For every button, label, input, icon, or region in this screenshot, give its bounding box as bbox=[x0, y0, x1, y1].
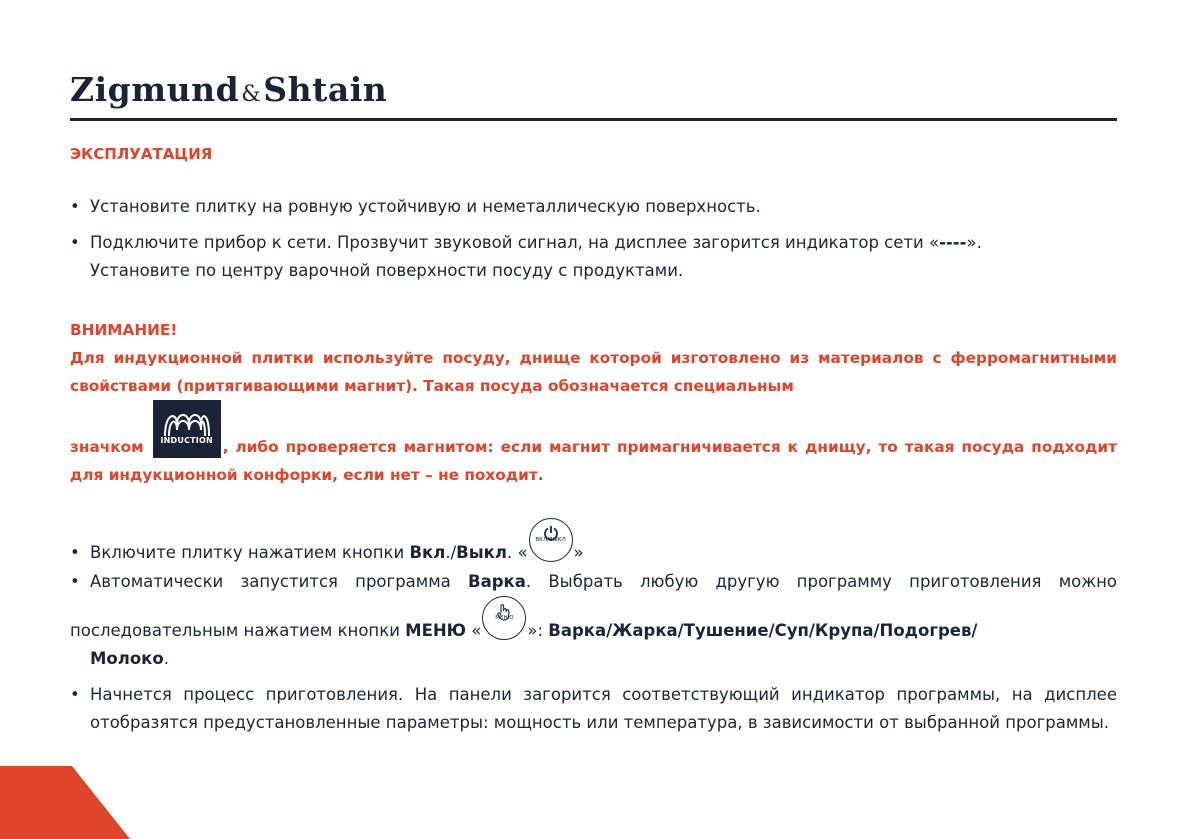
step-connect-line2: Установите по центру варочной поверхности посуду с продуктами. bbox=[90, 261, 684, 280]
step-power-prefix: Включите плитку нажатием кнопки bbox=[90, 543, 410, 562]
step-cooking-text: Начнется процесс приготовления. На панели загорится соответствующий индикатор программы, на дисплее отобразятся предустановленные параметры: мощность или температура, в зависимости от выбранной программы. bbox=[90, 685, 1117, 732]
step-menu-button-name: МЕНЮ bbox=[405, 621, 467, 640]
logo-amp: & bbox=[241, 82, 262, 107]
warning-line1: Для индукционной плитки используйте посуду, днище которой изготовлено из материалов с ферромагнитными свойствами (притягивающими магнит). Такая посуда обозначается специальным bbox=[70, 349, 1117, 395]
hand-menu-icon bbox=[482, 596, 526, 640]
power-indicator-dashes: ---- bbox=[939, 233, 967, 252]
induction-icon bbox=[153, 400, 221, 458]
step-power bbox=[70, 518, 1117, 567]
bullet: • bbox=[70, 543, 80, 562]
step-power-sep: ./ bbox=[445, 543, 457, 562]
step-install bbox=[70, 193, 1117, 221]
step-menu-program: Варка bbox=[468, 572, 526, 591]
corner-triangle bbox=[0, 766, 130, 839]
step-menu-close: »: bbox=[527, 621, 549, 640]
step-install-text: Установите плитку на ровную устойчивую и неметаллическую поверхность. bbox=[90, 197, 761, 216]
program-moloko: Молоко bbox=[90, 649, 164, 668]
brand-logo bbox=[70, 70, 387, 109]
bullet: • bbox=[70, 197, 80, 216]
program-slash: / bbox=[768, 621, 775, 640]
program-slash: / bbox=[808, 621, 815, 640]
step-menu bbox=[70, 568, 1117, 673]
program-podogrev: Подогрев bbox=[879, 621, 972, 640]
bullet: • bbox=[70, 572, 80, 591]
step-cooking bbox=[70, 681, 1117, 737]
power-icon-label: ВКЛ/ВЫКЛ bbox=[535, 537, 566, 543]
program-tushenie: Тушение bbox=[683, 621, 769, 640]
program-varka: Варка bbox=[548, 621, 607, 640]
step-menu-prefix: Автоматически запустится программа bbox=[90, 572, 469, 591]
step-power-off: Выкл bbox=[456, 543, 507, 562]
program-slash: / bbox=[606, 621, 613, 640]
bullet: • bbox=[70, 685, 80, 704]
step-connect-text: Подключите прибор к сети. Прозвучит звуковой сигнал, на дисплее загорится индикатор сети « bbox=[90, 233, 940, 252]
warning-line2-text: , либо проверяется магнитом: если магнит примагничивается к днищу, то такая посуда подходит для индукционной конфорки, если нет – не походит. bbox=[70, 438, 1117, 484]
program-sup: Суп bbox=[774, 621, 809, 640]
step-menu-end: . bbox=[163, 649, 169, 668]
warning-title: ВНИМАНИЕ! bbox=[70, 321, 178, 339]
step-menu-open: « bbox=[466, 621, 482, 640]
step-power-on: Вкл bbox=[409, 543, 446, 562]
menu-icon-label: МЕНЮ bbox=[495, 615, 514, 621]
bullet: • bbox=[70, 233, 80, 252]
program-zharka: Жарка bbox=[612, 621, 678, 640]
step-power-close: » bbox=[573, 543, 584, 562]
step-connect-close: ». bbox=[966, 233, 982, 252]
step-connect bbox=[70, 229, 1117, 285]
power-icon bbox=[529, 518, 573, 562]
program-slash: / bbox=[873, 621, 880, 640]
program-slash: / bbox=[971, 621, 978, 640]
header-rule bbox=[70, 118, 1117, 121]
induction-icon-label: INDUCTION bbox=[160, 436, 213, 445]
section-title: ЭКСПЛУАТАЦИЯ bbox=[70, 145, 213, 163]
program-krupa: Крупа bbox=[814, 621, 874, 640]
step-power-open: . « bbox=[506, 543, 528, 562]
logo-left: Zigmund bbox=[70, 70, 240, 109]
warning-block bbox=[70, 316, 1117, 489]
logo-right: Shtain bbox=[263, 70, 388, 109]
warning-line2 bbox=[70, 400, 1117, 489]
warning-icon-word: значком bbox=[70, 438, 144, 456]
step-menu-mid: . Выбрать любую другую программу приготовления можно последовательным нажатием кнопки bbox=[70, 572, 1117, 640]
program-slash: / bbox=[677, 621, 684, 640]
